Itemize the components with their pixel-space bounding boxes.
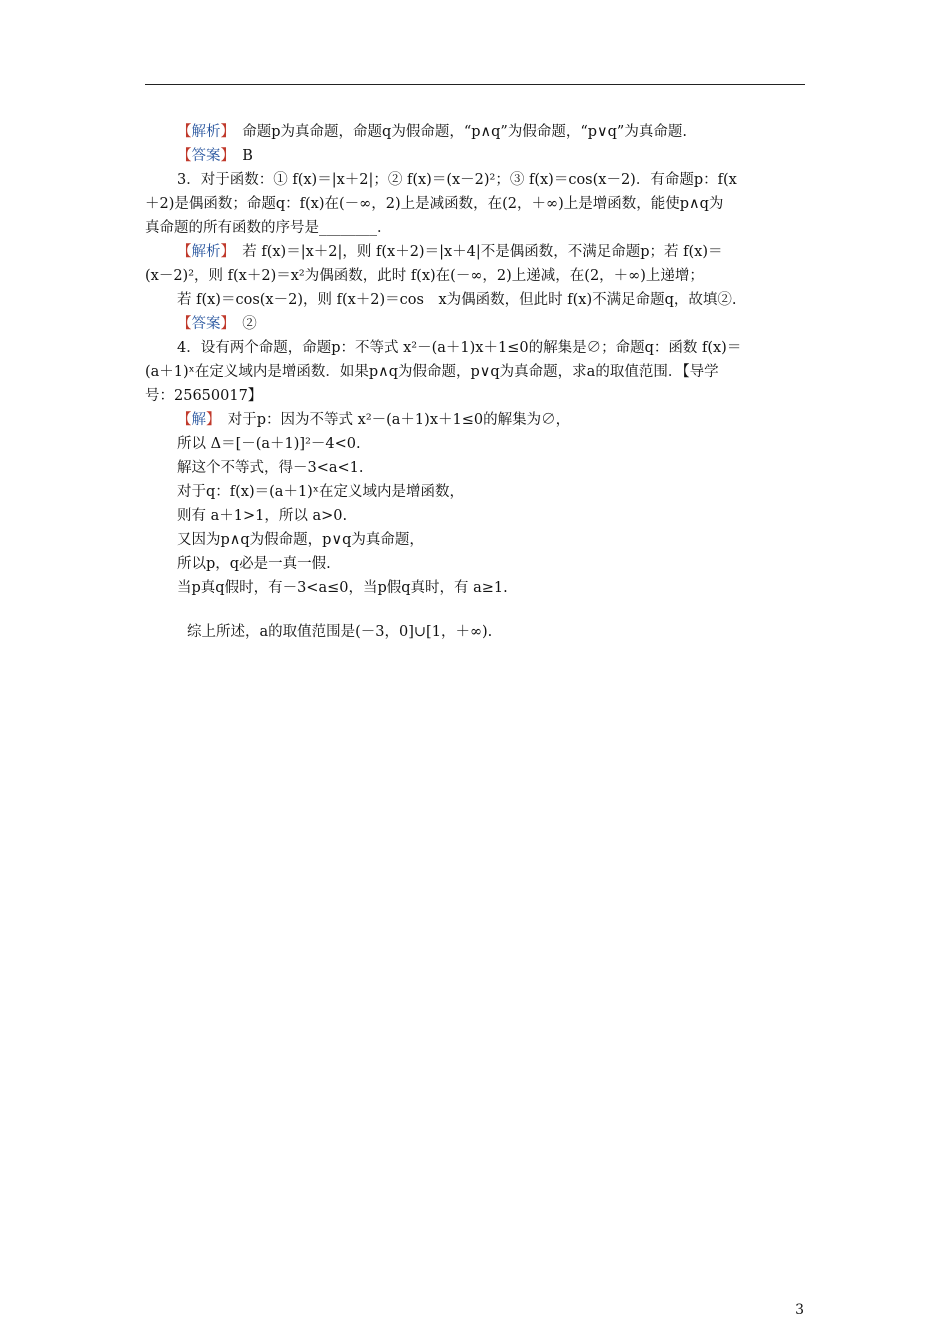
text-line — [145, 312, 807, 336]
line-text: 命题p为真命题，命题q为假命题，“p∧q”为假命题，“p∨q”为真命题. — [227, 124, 687, 140]
text-line — [145, 168, 807, 192]
line-text: 3．对于函数：① f(x)＝|x＋2|；② f(x)＝(x－2)²；③ f(x)＝cos(x－2)．有命题p：f(x — [177, 172, 737, 188]
header-rule — [145, 84, 805, 85]
text-line — [145, 528, 807, 552]
text-line — [145, 432, 807, 456]
text-line — [145, 288, 807, 312]
line-text: 所以p，q必是一真一假. — [177, 556, 331, 572]
line-text: 对于p：因为不等式 x²－(a＋1)x＋1≤0的解集为∅， — [213, 412, 571, 428]
text-line — [145, 408, 807, 432]
line-text: (a＋1)ˣ在定义域内是增函数．如果p∧q为假命题，p∨q为真命题，求a的取值范围．【导学 — [145, 364, 719, 380]
line-text: 4．设有两个命题，命题p：不等式 x²－(a＋1)x＋1≤0的解集是∅；命题q：函数 f(x)＝ — [177, 340, 742, 356]
line-text: 若 f(x)＝cos(x－2)，则 f(x＋2)＝cos x为偶函数，但此时 f(x)不满足命题q，故填②. — [177, 292, 737, 308]
paragraph-gap — [145, 600, 807, 620]
line-text: 所以 Δ＝[－(a＋1)]²－4<0. — [177, 436, 361, 452]
line-text: 号：25650017】 — [145, 388, 263, 404]
text-line — [145, 120, 807, 144]
text-line — [145, 504, 807, 528]
line-text: 综上所述，a的取值范围是(－3，0]∪[1，＋∞). — [187, 624, 493, 640]
line-text: 若 f(x)＝|x＋2|，则 f(x＋2)＝|x＋4|不是偶函数，不满足命题p；若 f(x)＝ — [227, 244, 723, 260]
line-text: 则有 a＋1>1，所以 a>0. — [177, 508, 348, 524]
line-text: 又因为p∧q为假命题，p∨q为真命题， — [177, 532, 424, 548]
section-tag: 【解析】 — [177, 124, 228, 140]
document-body — [145, 120, 807, 644]
line-text: 真命题的所有函数的序号是________． — [145, 220, 392, 236]
text-line — [145, 216, 807, 240]
text-line — [145, 192, 807, 216]
line-text: 解这个不等式，得－3<a<1. — [177, 460, 364, 476]
text-line — [145, 480, 807, 504]
text-line — [145, 384, 807, 408]
line-text: ＋2)是偶函数；命题q：f(x)在(－∞，2)上是减函数，在(2，＋∞)上是增函数，能使p∧q为 — [145, 196, 724, 212]
line-text: ② — [227, 316, 257, 332]
text-line — [145, 456, 807, 480]
text-line — [145, 144, 807, 168]
line-text: B — [227, 148, 253, 164]
text-line — [145, 360, 807, 384]
section-tag: 【解析】 — [177, 244, 228, 260]
line-text: 对于q：f(x)＝(a＋1)ˣ在定义域内是增函数， — [177, 484, 464, 500]
line-text: 当p真q假时，有－3<a≤0，当p假q真时，有 a≥1. — [177, 580, 508, 596]
text-line — [145, 620, 807, 644]
text-line — [145, 576, 807, 600]
line-text: (x－2)²，则 f(x＋2)＝x²为偶函数，此时 f(x)在(－∞，2)上递减，在(2，＋∞)上递增； — [145, 268, 704, 284]
section-tag: 【答案】 — [177, 316, 228, 332]
text-line — [145, 240, 807, 264]
text-line — [145, 336, 807, 360]
text-line — [145, 264, 807, 288]
page-number: 3 — [795, 1302, 804, 1318]
text-line — [145, 552, 807, 576]
section-tag: 【解】 — [177, 412, 214, 428]
section-tag: 【答案】 — [177, 148, 228, 164]
